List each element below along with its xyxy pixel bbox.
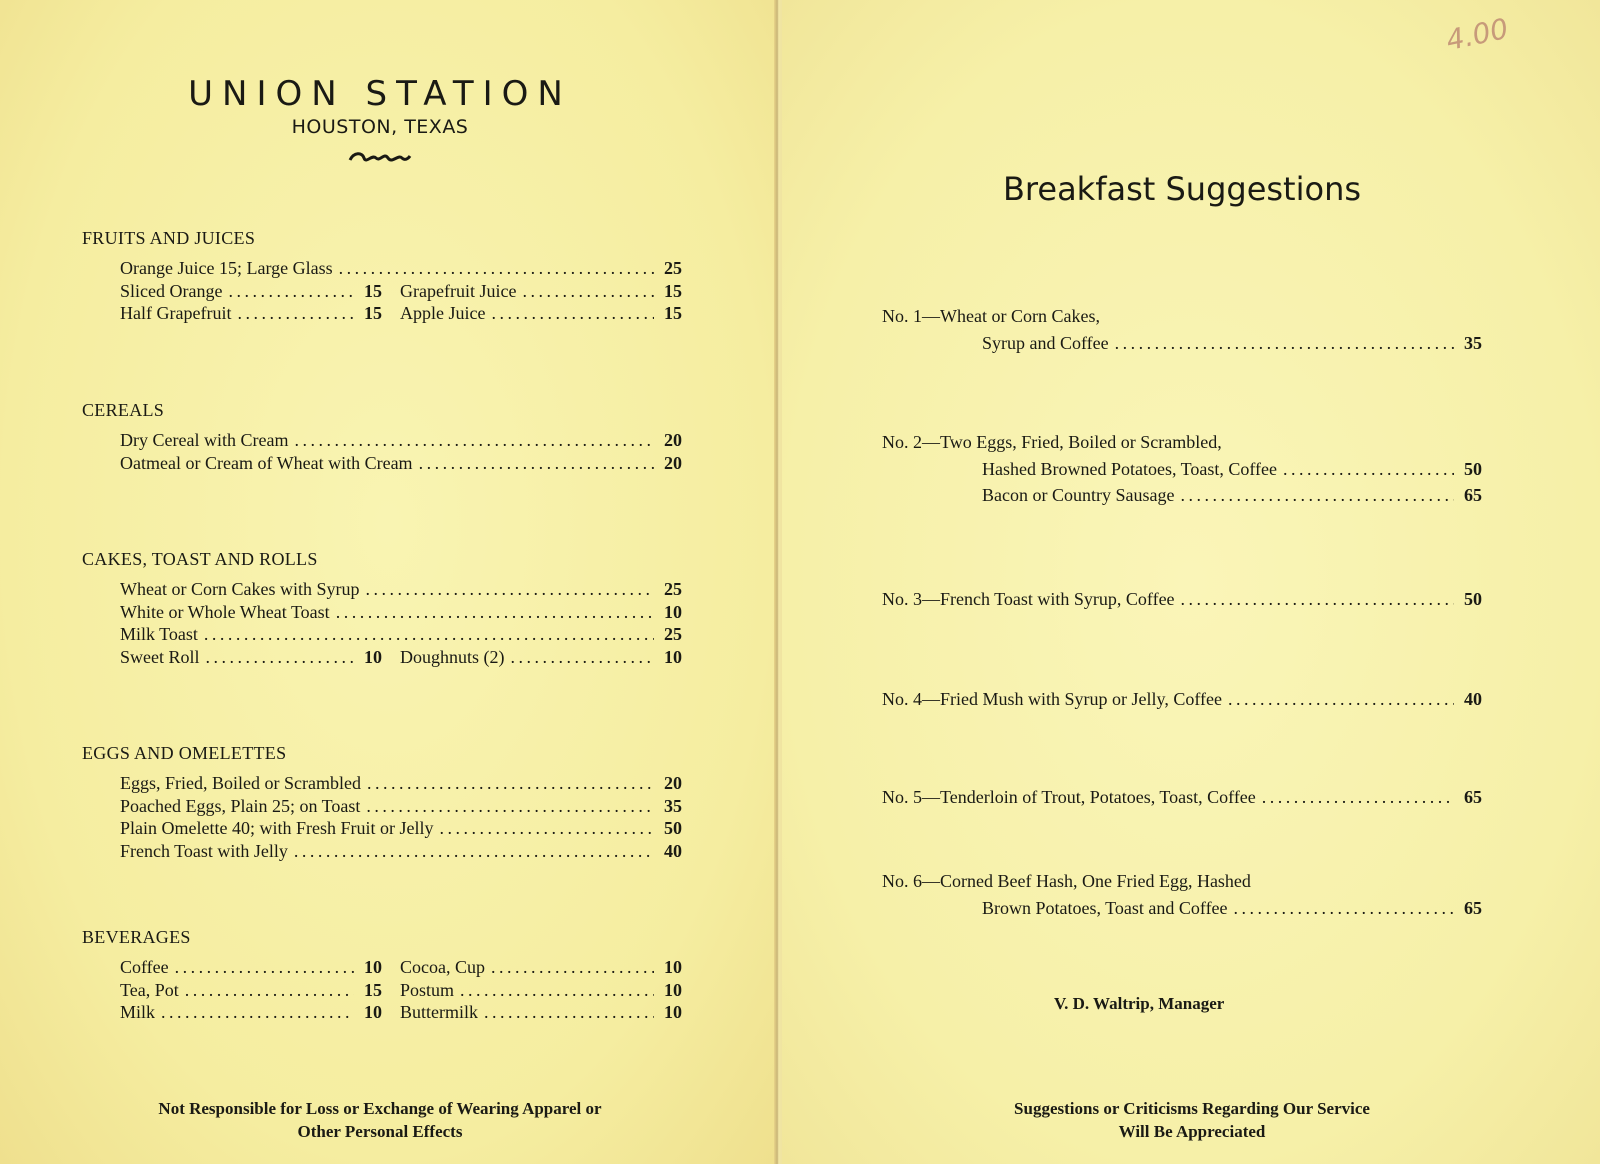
dot-leader: [365, 579, 654, 600]
manager-signature: V. D. Waltrip, Manager: [1054, 994, 1225, 1013]
item-price: 15: [364, 303, 382, 323]
menu-item: [882, 306, 1482, 328]
dot-leader: [366, 796, 654, 817]
dot-leader: [1283, 459, 1454, 480]
menu-item: [120, 602, 682, 624]
item-price: 10: [664, 601, 682, 622]
item-name: Oatmeal or Cream of Wheat with Cream: [120, 452, 413, 473]
dot-leader: [336, 602, 654, 623]
dot-leader: [1180, 485, 1454, 506]
item-name: Milk Toast: [120, 624, 198, 644]
menu-item: [982, 459, 1482, 481]
dot-leader: [1262, 787, 1454, 808]
item-name: Apple Juice: [400, 303, 486, 323]
menu-item: [120, 1002, 382, 1024]
item-price: 20: [664, 452, 682, 473]
item-price: 65: [1464, 897, 1482, 918]
item-name: Orange Juice 15; Large Glass: [120, 258, 333, 278]
menu-item: [400, 647, 682, 669]
item-name: No. 6—Corned Beef Hash, One Fried Egg, Hashed: [882, 871, 1251, 891]
item-name: Eggs, Fried, Boiled or Scrambled: [120, 773, 361, 793]
dot-leader: [439, 818, 654, 839]
item-name: Buttermilk: [400, 1002, 478, 1022]
menu-item: [882, 787, 1482, 809]
menu-item: [120, 579, 682, 601]
item-name: No. 1—Wheat or Corn Cakes,: [882, 306, 1100, 326]
item-name: White or Whole Wheat Toast: [120, 601, 330, 622]
menu-title: UNION STATION: [188, 74, 572, 114]
footer-line: Will Be Appreciated: [1118, 1122, 1266, 1141]
item-price: 35: [664, 795, 682, 816]
dot-leader: [491, 957, 654, 978]
footer-line: Not Responsible for Loss or Exchange of Wearing Apparel or: [158, 1099, 602, 1118]
dot-leader: [491, 303, 654, 324]
menu-item: [120, 773, 682, 795]
menu-item: [982, 485, 1482, 507]
right-suggestions-page: [782, 0, 1600, 1164]
item-price: 35: [1464, 332, 1482, 353]
item-price: 40: [664, 840, 682, 861]
dot-leader: [511, 647, 655, 668]
dot-leader: [294, 841, 654, 862]
dot-leader: [367, 773, 654, 794]
item-price: 20: [664, 773, 682, 793]
item-name: Sweet Roll: [120, 646, 200, 667]
item-price: 10: [664, 1002, 682, 1022]
item-price: 20: [664, 430, 682, 450]
menu-item: [120, 281, 382, 303]
item-name: Postum: [400, 979, 455, 1000]
menu-item: [120, 453, 682, 475]
dot-leader: [1115, 333, 1454, 354]
item-price: 25: [664, 258, 682, 278]
menu-item: [120, 841, 682, 863]
menu-subtitle: HOUSTON, TEXAS: [291, 116, 469, 138]
footer-line: Other Personal Effects: [297, 1122, 463, 1141]
dot-leader: [419, 453, 654, 474]
menu-item: [882, 871, 1482, 893]
section-heading: CEREALS: [82, 400, 165, 420]
dot-leader: [460, 980, 654, 1001]
dot-leader: [175, 957, 354, 978]
menu-item: [400, 281, 682, 303]
item-name: Cocoa, Cup: [400, 957, 485, 977]
item-name: Wheat or Corn Cakes with Syrup: [120, 579, 360, 599]
menu-item: [120, 957, 382, 979]
suggestions-title: Breakfast Suggestions: [1002, 170, 1362, 208]
item-price: 15: [364, 979, 382, 1000]
item-price: 50: [664, 818, 682, 838]
section-heading: EGGS AND OMELETTES: [82, 743, 287, 763]
item-name: Hashed Browned Potatoes, Toast, Coffee: [982, 458, 1278, 479]
dot-leader: [237, 303, 354, 324]
menu-item: [120, 624, 682, 646]
page-fold: [774, 0, 782, 1164]
item-name: Syrup and Coffee: [982, 332, 1109, 353]
menu-item: [882, 689, 1482, 711]
menu-item: [400, 980, 682, 1002]
dot-leader: [1181, 589, 1454, 610]
item-price: 50: [1464, 458, 1482, 479]
item-price: 10: [664, 646, 682, 667]
item-name: No. 4—Fried Mush with Syrup or Jelly, Coffee: [882, 689, 1222, 709]
dot-leader: [294, 430, 654, 451]
item-price: 10: [364, 1002, 382, 1022]
item-name: Plain Omelette 40; with Fresh Fruit or Jelly: [120, 818, 434, 838]
item-price: 50: [1464, 589, 1482, 609]
item-name: Poached Eggs, Plain 25; on Toast: [120, 795, 361, 816]
item-name: Brown Potatoes, Toast and Coffee: [982, 897, 1228, 918]
menu-item: [882, 589, 1482, 611]
item-price: 25: [664, 579, 682, 599]
item-price: 40: [1464, 689, 1482, 709]
menu-item: [120, 303, 382, 325]
left-footer: [60, 1097, 700, 1143]
dot-leader: [228, 281, 354, 302]
item-name: No. 2—Two Eggs, Fried, Boiled or Scrambled,: [882, 432, 1222, 452]
menu-item: [120, 647, 382, 669]
section-heading: CAKES, TOAST AND ROLLS: [82, 549, 318, 569]
right-footer: [862, 1097, 1522, 1143]
ornament-icon: [348, 150, 412, 166]
menu-item: [120, 430, 682, 452]
item-price: 25: [664, 624, 682, 644]
item-name: Doughnuts (2): [400, 646, 505, 667]
item-price: 10: [364, 957, 382, 977]
item-price: 15: [364, 280, 382, 301]
dot-leader: [185, 980, 354, 1001]
dot-leader: [206, 647, 355, 668]
handwritten-note: 4.00: [1443, 11, 1512, 58]
section-heading: FRUITS AND JUICES: [82, 228, 256, 248]
dot-leader: [522, 281, 654, 302]
left-menu-page: [0, 0, 776, 1164]
item-name: Half Grapefruit: [120, 303, 232, 323]
menu-item: [882, 432, 1482, 454]
item-price: 15: [664, 280, 682, 301]
item-name: Tea, Pot: [120, 979, 179, 1000]
footer-line: Suggestions or Criticisms Regarding Our Service: [1014, 1099, 1370, 1118]
item-price: 15: [664, 303, 682, 323]
item-price: 65: [1464, 485, 1482, 505]
menu-item: [982, 333, 1482, 355]
dot-leader: [339, 258, 654, 279]
item-name: French Toast with Jelly: [120, 840, 288, 861]
menu-item: [400, 1002, 682, 1024]
item-name: Milk: [120, 1002, 156, 1022]
item-name: Coffee: [120, 957, 169, 977]
dot-leader: [1234, 898, 1454, 919]
item-name: Sliced Orange: [120, 280, 223, 301]
dot-leader: [204, 624, 654, 645]
dot-leader: [1228, 689, 1454, 710]
item-price: 10: [664, 957, 682, 977]
menu-item: [120, 818, 682, 840]
menu-item: [982, 898, 1482, 920]
menu-item: [120, 980, 382, 1002]
item-name: No. 3—French Toast with Syrup, Coffee: [882, 589, 1175, 609]
section-heading: BEVERAGES: [82, 927, 191, 947]
item-name: Bacon or Country Sausage: [982, 485, 1175, 505]
menu-item: [120, 258, 682, 280]
dot-leader: [161, 1002, 354, 1023]
item-name: No. 5—Tenderloin of Trout, Potatoes, Toast, Coffee: [882, 787, 1256, 807]
menu-item: [400, 303, 682, 325]
item-price: 65: [1464, 787, 1482, 807]
menu-item: [400, 957, 682, 979]
menu-item: [120, 796, 682, 818]
item-name: Dry Cereal with Cream: [120, 430, 289, 450]
dot-leader: [484, 1002, 654, 1023]
item-price: 10: [664, 979, 682, 1000]
item-name: Grapefruit Juice: [400, 280, 517, 301]
item-price: 10: [364, 646, 382, 667]
